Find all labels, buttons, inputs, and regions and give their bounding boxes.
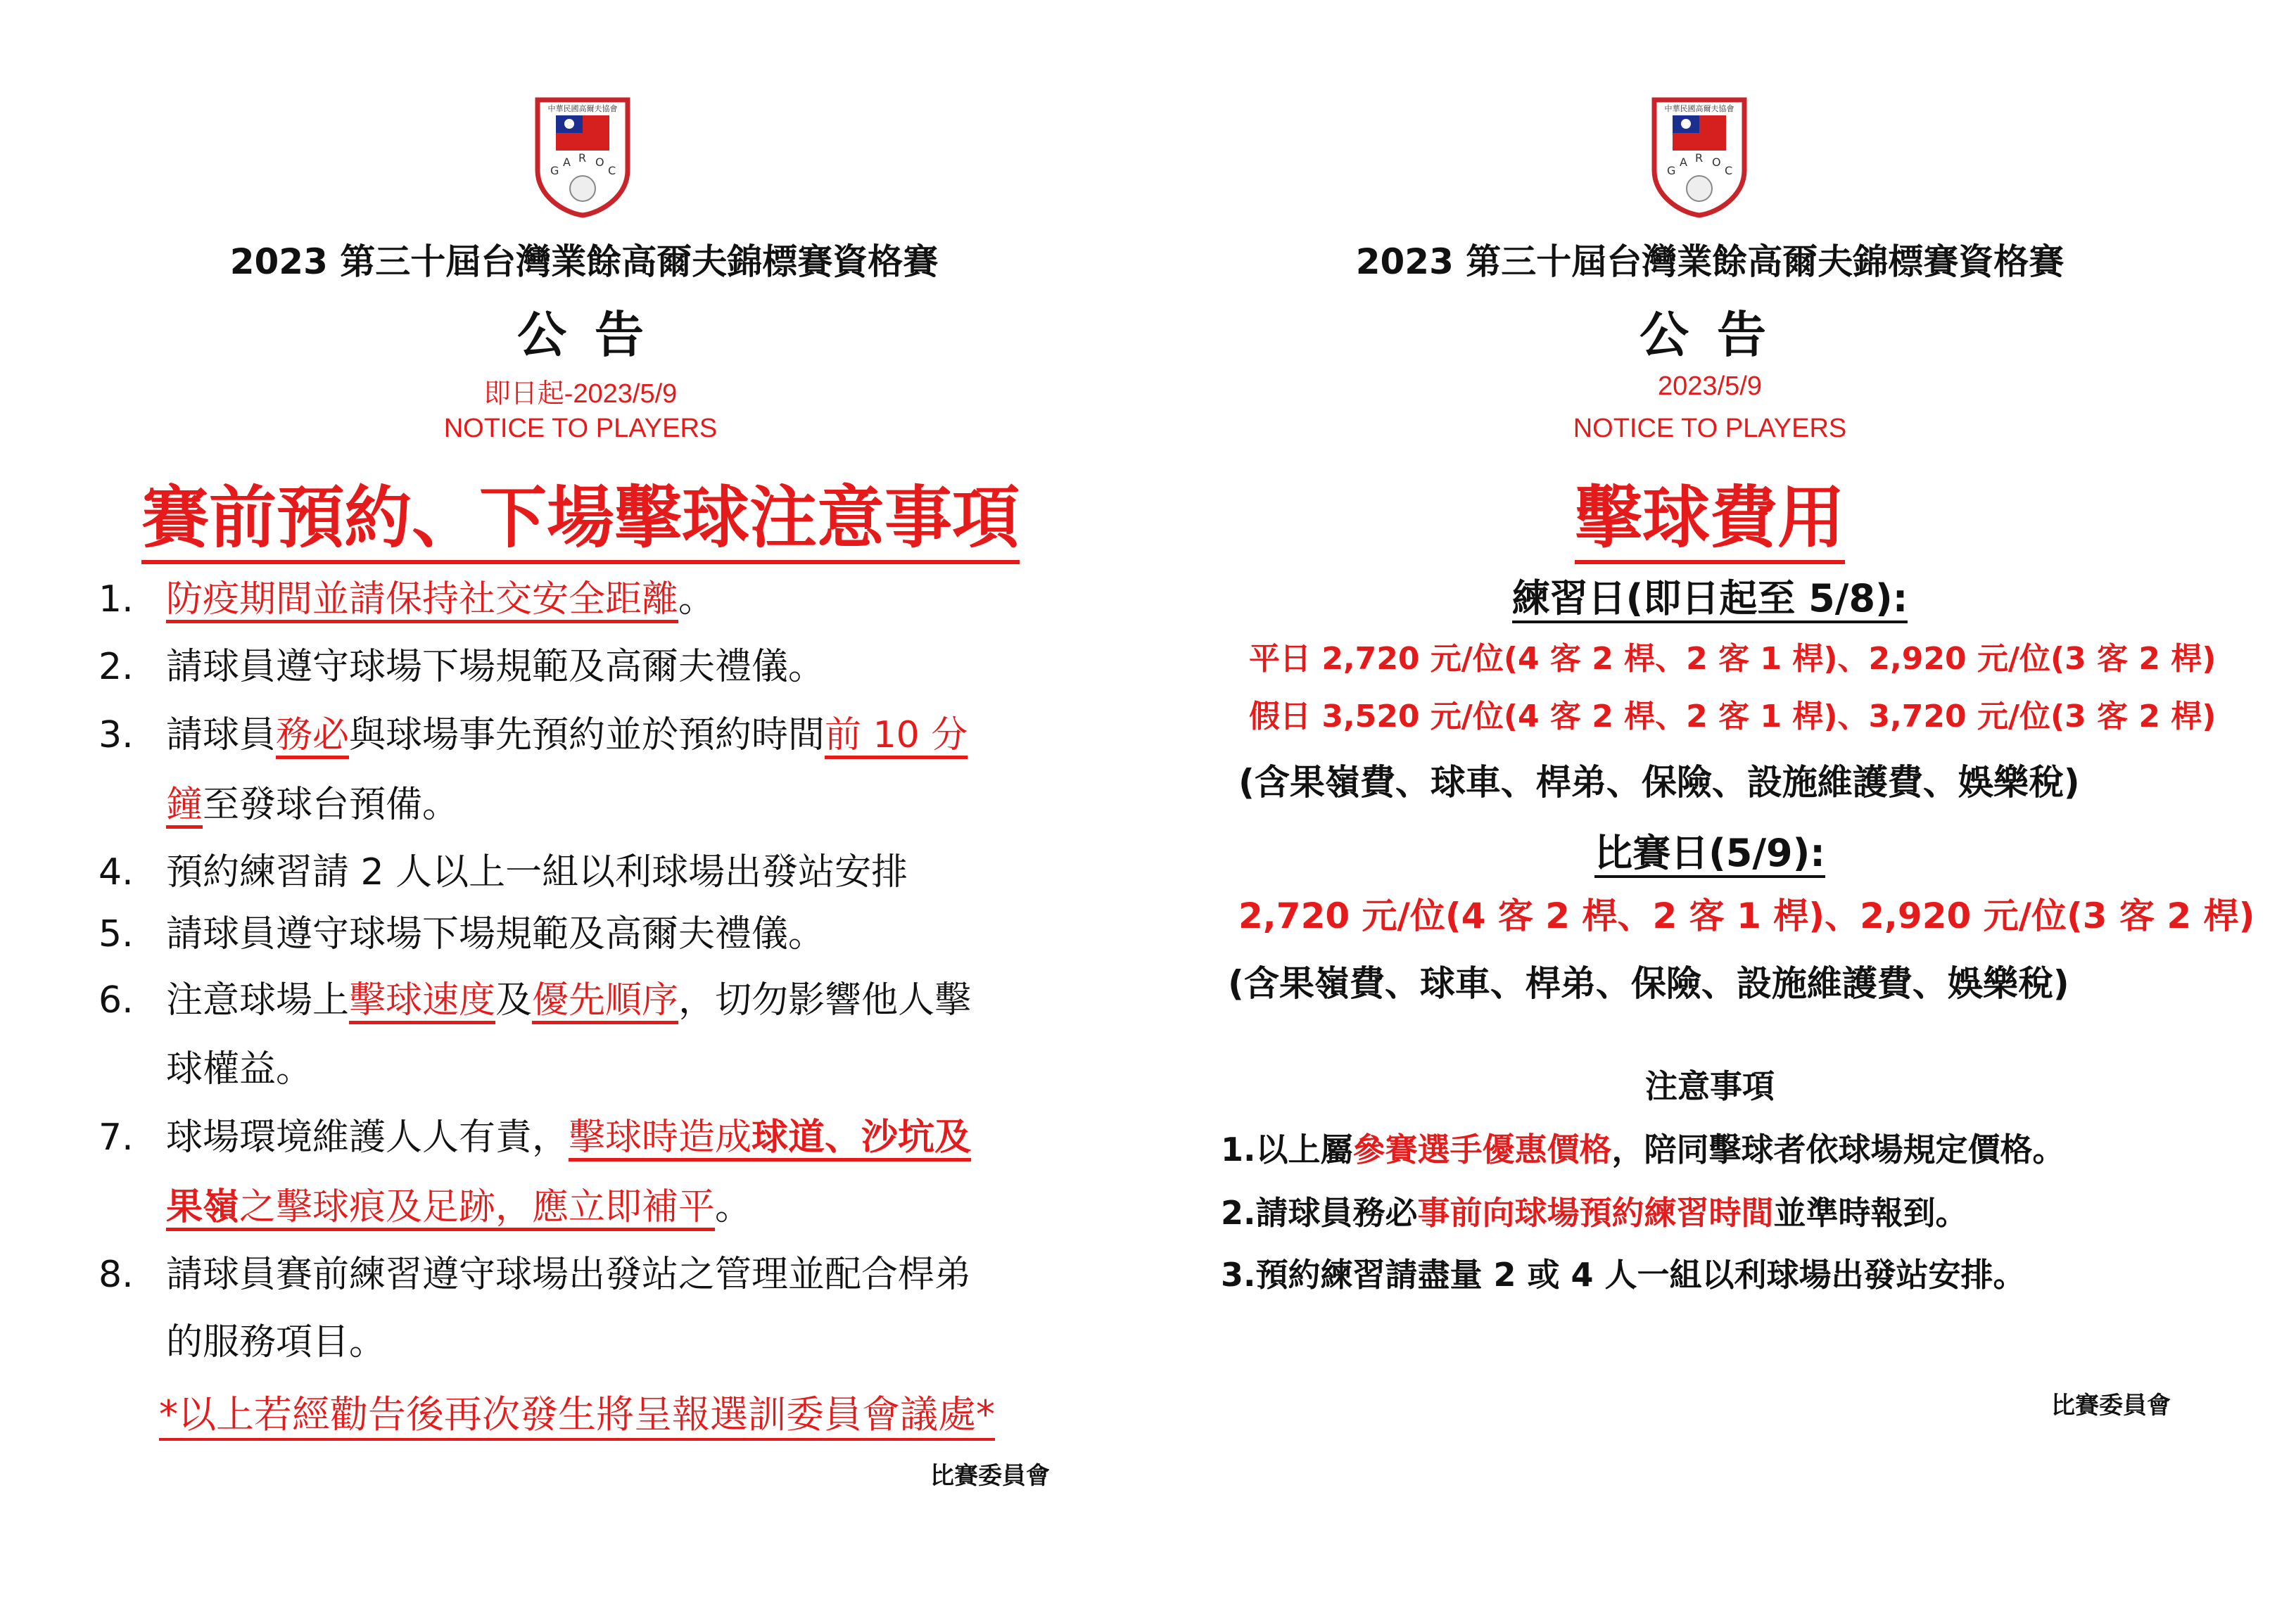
- svg-text:A: A: [563, 155, 571, 169]
- list-item-text: [166, 632, 1165, 702]
- list-item-text: [166, 1102, 1165, 1173]
- right-notice-label: NOTICE TO PLAYERS: [1573, 414, 1847, 443]
- list-item-segment: ，切勿影響他人擊: [678, 979, 972, 1021]
- list-item-segment: 注意球場上: [166, 979, 350, 1021]
- list-item-segment: 及: [495, 979, 533, 1021]
- list-item-segment: 擊球時造成: [569, 1116, 752, 1159]
- garoc-logo-icon: [1649, 97, 1750, 218]
- note-2-highlight: 事前向球場預約練習時間: [1417, 1194, 1774, 1232]
- note-1-highlight: 參賽選手優惠價格: [1352, 1131, 1612, 1169]
- practice-weekday-price: 平日 2,720 元/位(4 客 2 桿、2 客 1 桿)、2,920 元/位(3 客 2 桿): [1249, 641, 2216, 677]
- right-announcement: 公告: [1639, 306, 1794, 364]
- list-item-segment: 防疫期間並請保持社交安全距離: [166, 578, 679, 620]
- svg-text:A: A: [1680, 155, 1687, 169]
- svg-text:G: G: [550, 164, 559, 177]
- list-item-segment: 擊球速度: [349, 979, 496, 1021]
- list-item-number: 3.: [99, 714, 134, 756]
- list-item-segment: 之擊球痕及足跡，應立即補平: [239, 1186, 716, 1228]
- list-item-segment: 預約練習請 2 人以上一組以利球場出發站安排: [166, 851, 908, 893]
- list-item-segment: 請球員遵守球場下場規範及高爾夫禮儀。: [166, 913, 825, 955]
- svg-text:R: R: [578, 151, 587, 165]
- list-item-text: [166, 770, 1165, 840]
- list-item-segment: 。: [678, 578, 716, 620]
- list-item-number: 6.: [99, 979, 134, 1021]
- list-item-segment: 優先順序: [532, 979, 679, 1021]
- list-item-number: 1.: [99, 578, 134, 620]
- list-item-number: 5.: [99, 913, 134, 955]
- note-1: [1221, 1124, 2065, 1171]
- svg-text:R: R: [1695, 151, 1704, 165]
- note-2-suffix: 並準時報到。: [1773, 1194, 1968, 1232]
- right-date: 2023/5/9: [1658, 371, 1762, 401]
- list-item-segment: 。: [715, 1186, 752, 1228]
- right-title: 2023 第三十屆台灣業餘高爾夫錦標賽資格賽: [1355, 241, 2065, 282]
- list-item-text: [166, 700, 1165, 770]
- practice-title: 練習日(即日起至 5/8):: [1512, 576, 1908, 623]
- list-item-number: 8.: [99, 1254, 134, 1296]
- list-item-number: 2.: [99, 646, 134, 688]
- left-signature: 比賽委員會: [930, 1462, 1050, 1490]
- practice-includes: (含果嶺費、球車、桿弟、保險、設施維護費、娛樂稅): [1238, 762, 2080, 803]
- list-item-number: 4.: [99, 851, 134, 893]
- garoc-logo-icon: [532, 97, 633, 218]
- note-1-suffix: ，陪同擊球者依球場規定價格。: [1611, 1131, 2065, 1169]
- svg-text:C: C: [1725, 164, 1733, 177]
- note-2: [1221, 1188, 1967, 1234]
- note-3: 3.預約練習請盡量 2 或 4 人一組以利球場出發站安排。: [1221, 1256, 2026, 1294]
- svg-text:O: O: [1712, 155, 1721, 169]
- list-item-segment: 球場環境維護人人有責，: [166, 1116, 569, 1159]
- list-item-text: [166, 1034, 1165, 1105]
- match-price: 2,720 元/位(4 客 2 桿、2 客 1 桿)、2,920 元/位(3 客 2 桿): [1238, 896, 2255, 936]
- right-signature: 比賽委員會: [2051, 1392, 2171, 1420]
- left-date: 即日起-2023/5/9: [483, 379, 678, 409]
- list-item-segment: 至發球台預備。: [203, 784, 459, 826]
- list-item-segment: 前 10 分: [825, 714, 968, 756]
- match-title: 比賽日(5/9):: [1594, 831, 1825, 878]
- list-item-segment: 請球員: [166, 714, 277, 756]
- left-title: 2023 第三十屆台灣業餘高爾夫錦標賽資格賽: [229, 241, 939, 282]
- list-item-text: [166, 1240, 1165, 1310]
- list-item-text: [166, 564, 1165, 635]
- list-item-text: [166, 899, 1165, 969]
- svg-text:中華民國高爾夫協會: 中華民國高爾夫協會: [1664, 104, 1734, 113]
- svg-text:G: G: [1667, 164, 1676, 177]
- list-item-text: [166, 1172, 1165, 1242]
- list-item-segment: 務必: [276, 714, 350, 756]
- list-item-text: [166, 965, 1165, 1036]
- list-item-segment: 鐘: [166, 784, 203, 826]
- list-item-text: [166, 1307, 1165, 1377]
- list-item-segment: 果嶺: [166, 1186, 240, 1228]
- note-1-prefix: 1.以上屬: [1221, 1131, 1353, 1169]
- list-item-segment: 請球員賽前練習遵守球場出發站之管理並配合桿弟: [166, 1254, 972, 1296]
- left-warning: *以上若經勸告後再次發生將呈報選訓委員會議處*: [159, 1392, 995, 1441]
- practice-holiday-price: 假日 3,520 元/位(4 客 2 桿、2 客 1 桿)、3,720 元/位(3 客 2 桿): [1249, 699, 2216, 734]
- svg-text:C: C: [608, 164, 616, 177]
- left-notice-label: NOTICE TO PLAYERS: [443, 414, 718, 443]
- left-announcement: 公告: [517, 306, 672, 364]
- list-item-segment: 與球場事先預約並於預約時間: [349, 714, 825, 756]
- list-item-text: [166, 837, 1165, 908]
- notes-title: 注意事項: [1645, 1067, 1775, 1105]
- list-item-number: 7.: [99, 1116, 134, 1159]
- right-heading: 擊球費用: [1575, 478, 1845, 564]
- match-includes: (含果嶺費、球車、桿弟、保險、設施維護費、娛樂稅): [1228, 963, 2069, 1004]
- list-item-segment: 球權益。: [166, 1048, 313, 1090]
- list-item-segment: 請球員遵守球場下場規範及高爾夫禮儀。: [166, 646, 825, 688]
- svg-text:中華民國高爾夫協會: 中華民國高爾夫協會: [547, 104, 618, 113]
- list-item-segment: 的服務項目。: [166, 1321, 386, 1363]
- list-item-segment: 球道、沙坑及: [751, 1116, 972, 1159]
- svg-text:O: O: [595, 155, 604, 169]
- note-2-prefix: 2.請球員務必: [1221, 1194, 1418, 1232]
- left-heading: 賽前預約、下場擊球注意事項: [141, 478, 1020, 564]
